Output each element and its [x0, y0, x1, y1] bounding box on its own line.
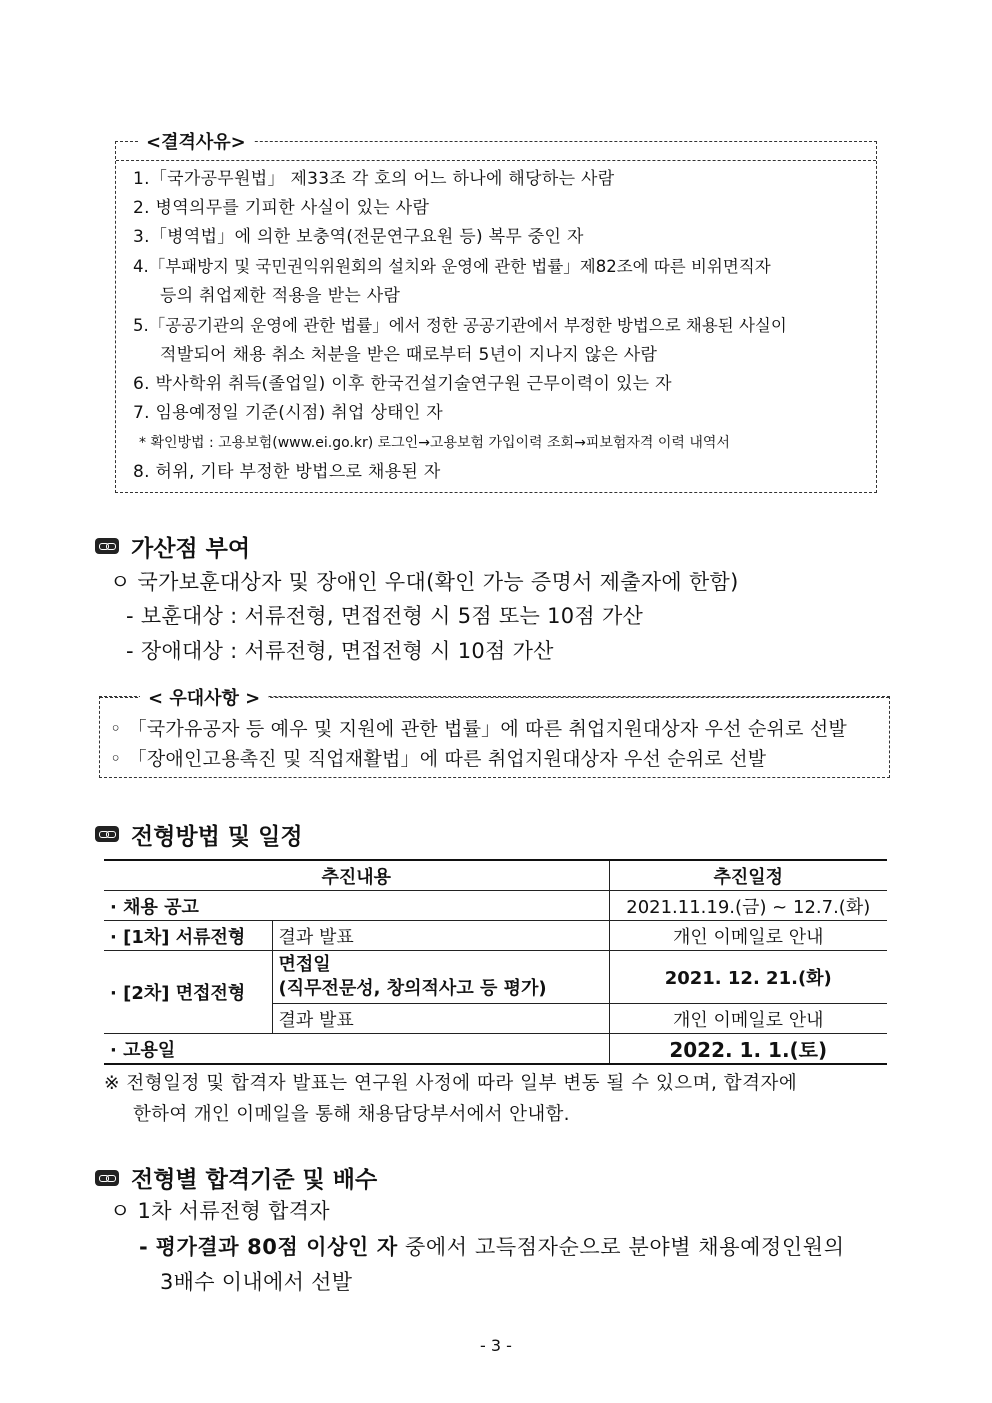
criteria-line-1: ㅇ 1차 서류전형 합격자: [110, 1199, 330, 1223]
criteria-line-3: 3배수 이내에서 선발: [160, 1270, 353, 1294]
row-interview-result-date: 개인 이메일로 안내: [609, 1004, 887, 1034]
row-hire-label: · 고용일: [104, 1034, 609, 1065]
row-announcement-date: 2021.11.19.(금) ~ 12.7.(화): [609, 891, 887, 921]
bonus-heading: 가산점 부여: [131, 536, 251, 562]
row-interview-result-sub: 결과 발표: [272, 1004, 609, 1034]
bonus-line-2: - 보훈대상 : 서류전형, 면접전형 시 5점 또는 10점 가산: [126, 604, 644, 628]
disqualify-note: * 확인방법 : 고용보험(www.ei.go.kr) 로그인→고용보험 가입이력 조회→피보험자격 이력 내역서: [139, 435, 730, 451]
criteria-dash: -: [139, 1235, 149, 1259]
row-document-label: · [1차] 서류전형: [104, 921, 272, 951]
row-interview-sub: [272, 951, 609, 1004]
preference-item-1: ◦ 「국가유공자 등 예우 및 지원에 관한 법률」에 따른 취업지원대상자 우선 순위로 선발: [110, 718, 847, 740]
link-icon: [95, 826, 119, 842]
disqualify-item-3: 3.「병역법」에 의한 보충역(전문연구요원 등) 복무 중인 자: [133, 227, 584, 247]
interview-criteria: (직무전문성, 창의적사고 등 평가): [278, 978, 547, 999]
schedule-note-1: ※ 전형일정 및 합격자 발표는 연구원 사정에 따라 일부 변동 될 수 있으며, 합격자에: [104, 1073, 798, 1094]
table-header-date: 추진일정: [609, 860, 887, 891]
table-header-content: 추진내용: [104, 860, 609, 891]
disqualify-item-4: 4.「부패방지 및 국민권익위원회의 설치와 운영에 관한 법률」제82조에 따른 비위면직자: [133, 257, 771, 276]
row-hire-date: 2022. 1. 1.(토): [609, 1034, 887, 1065]
link-icon: [95, 538, 119, 554]
disqualify-item-6: 6. 박사학위 취득(졸업일) 이후 한국건설기술연구원 근무이력이 있는 자: [133, 374, 672, 394]
preference-title: < 우대사항 >: [140, 684, 268, 710]
bonus-line-1: ㅇ 국가보훈대상자 및 장애인 우대(확인 가능 증명서 제출자에 한함): [110, 570, 739, 594]
criteria-line-2: [139, 1233, 845, 1261]
bonus-line-3: - 장애대상 : 서류전형, 면접전형 시 10점 가산: [126, 639, 554, 663]
disqualify-title: <결격사유>: [138, 128, 254, 154]
preference-item-2: ◦ 「장애인고용촉진 및 직업재활법」에 따른 취업지원대상자 우선 순위로 선발: [110, 748, 767, 770]
criteria-bold: 평가결과 80점 이상인 자: [155, 1235, 398, 1259]
disqualify-item-5: 5.「공공기관의 운영에 관한 법률」에서 정한 공공기관에서 부정한 방법으로 채용된 사실이: [133, 316, 787, 335]
row-interview-label: · [2차] 면접전형: [104, 951, 272, 1034]
page-number: - 3 -: [480, 1336, 512, 1355]
schedule-note-2: 한하여 개인 이메일을 통해 채용담당부서에서 안내함.: [133, 1104, 570, 1125]
criteria-rest: 중에서 고득점자순으로 분야별 채용예정인원의: [405, 1235, 845, 1259]
schedule-heading: 전형방법 및 일정: [131, 824, 303, 850]
disqualify-item-2: 2. 병역의무를 기피한 사실이 있는 사람: [133, 198, 430, 218]
row-announcement-label: · 채용 공고: [104, 891, 609, 921]
disqualify-item-5-cont: 적발되어 채용 취소 처분을 받은 때로부터 5년이 지나지 않은 사람: [160, 345, 658, 365]
row-interview-date: 2021. 12. 21.(화): [609, 951, 887, 1004]
row-document-date: 개인 이메일로 안내: [609, 921, 887, 951]
schedule-table: [104, 859, 887, 1065]
disqualify-item-7: 7. 임용예정일 기준(시점) 취업 상태인 자: [133, 403, 444, 423]
criteria-heading: 전형별 합격기준 및 배수: [131, 1167, 378, 1193]
row-document-sub: 결과 발표: [272, 921, 609, 951]
disqualify-item-8: 8. 허위, 기타 부정한 방법으로 채용된 자: [133, 462, 441, 482]
disqualify-item-1: 1.「국가공무원법」 제33조 각 호의 어느 하나에 해당하는 사람: [133, 169, 615, 189]
link-icon: [95, 1170, 119, 1186]
interview-day-label: 면접일: [278, 954, 331, 975]
disqualify-item-4-cont: 등의 취업제한 적용을 받는 사람: [160, 286, 401, 306]
